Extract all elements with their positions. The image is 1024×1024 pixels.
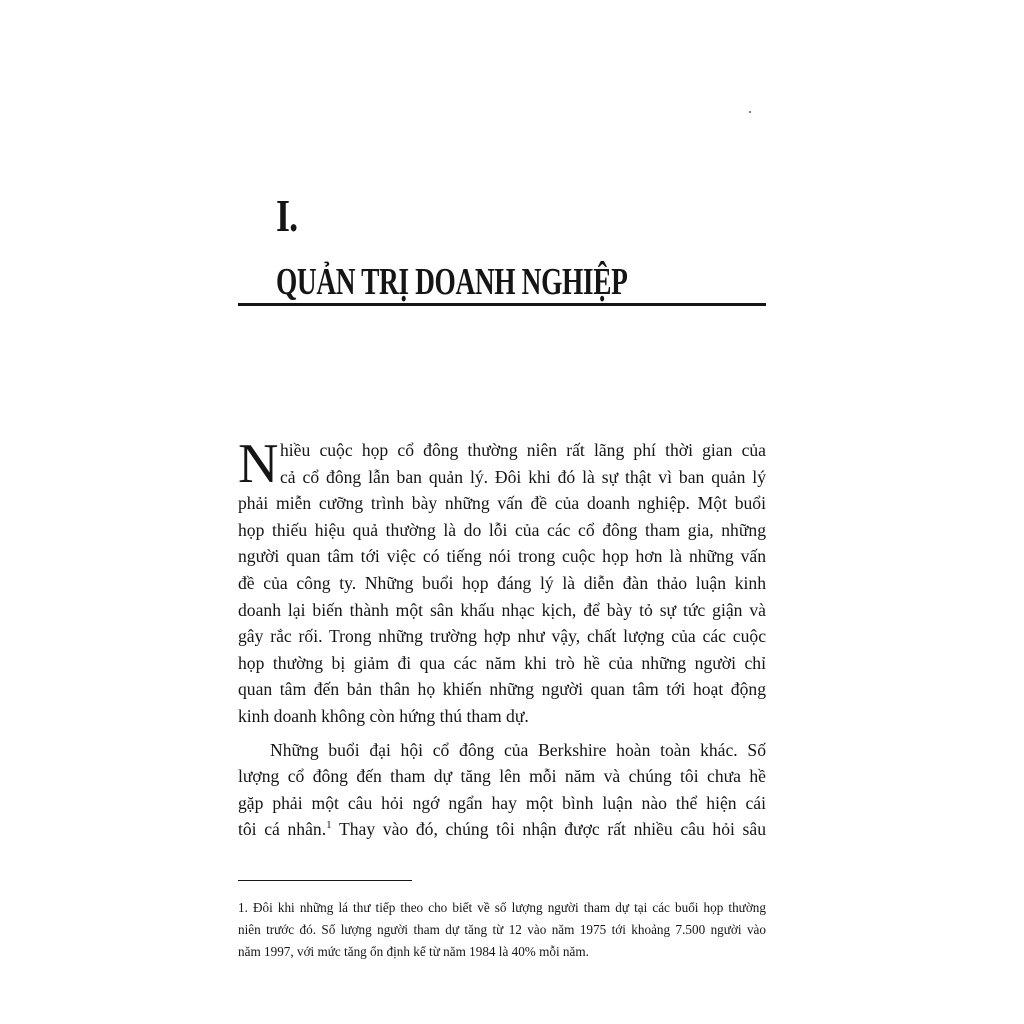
chapter-number: I.	[276, 190, 298, 241]
body-line: họp thường bị giảm đi qua các năm khi trò hề của những người chỉ	[238, 652, 766, 673]
footnote-line: niên trước đó. Số lượng người tham dự tăng từ 12 vào năm 1975 tới khoảng 7.500 người vào	[238, 922, 766, 937]
footnote-line: 1. Đôi khi những lá thư tiếp theo cho biết về số lượng người tham dự tại các buổi họp thường	[238, 900, 766, 915]
paragraph-gap	[238, 730, 766, 737]
body-line: họp thiếu hiệu quả thường là do lỗi của các cổ đông tham gia, những	[238, 519, 766, 540]
body-line: đề của công ty. Những buổi họp đáng lý là diễn đàn thảo luận kinh	[238, 572, 766, 593]
body-line: doanh lại biến thành một sân khấu nhạc kịch, để bày tỏ sự tức giận và	[238, 599, 766, 620]
body-line: quan tâm đến bản thân họ khiến những người quan tâm tới hoạt động	[238, 679, 766, 700]
body-line-end: Thay vào đó, chúng tôi nhận được rất nhiều câu hỏi sâu	[331, 819, 767, 840]
chapter-title: QUẢN TRỊ DOANH NGHIỆP	[276, 261, 628, 303]
title-rule	[238, 303, 766, 306]
body-line: gặp phải một câu hỏi ngớ ngẩn hay một bình luận nào thể hiện cái	[238, 792, 766, 813]
body-line	[238, 816, 766, 843]
footnote-rule	[238, 880, 412, 881]
paragraph-1	[238, 433, 766, 730]
body-line: phải miễn cưỡng trình bày những vấn đề của doanh nghiệp. Một buổi	[238, 493, 766, 514]
body-line-start: tôi cá nhân.	[238, 819, 327, 840]
body-text	[238, 433, 767, 843]
body-line: hiều cuộc họp cổ đông thường niên rất lãng phí thời gian của	[280, 440, 766, 460]
body-line: người quan tâm tới việc có tiếng nói trong cuộc họp hơn là những vấn	[238, 546, 766, 567]
scan-speck	[749, 111, 751, 113]
body-line: Những buổi đại hội cổ đông của Berkshire hoàn toàn khác. Số	[270, 739, 766, 760]
paragraph-2	[238, 737, 766, 843]
body-line: gây rắc rối. Trong những trường hợp như vậy, chất lượng của các cuộc	[238, 626, 766, 647]
body-line: cả cổ đông lẫn ban quản lý. Đôi khi đó là sự thật vì ban quản lý	[280, 466, 766, 487]
body-line: kinh doanh không còn hứng thú tham dự.	[238, 705, 529, 726]
body-line: lượng cổ đông đến tham dự tăng lên mỗi năm và chúng tôi chưa hề	[238, 766, 766, 787]
footnote-reference[interactable]: 1	[326, 819, 332, 832]
footnote	[238, 897, 766, 963]
drop-cap: N	[238, 433, 279, 495]
footnote-line: năm 1997, với mức tăng ổn định kể từ năm 1984 là 40% mỗi năm.	[238, 944, 589, 959]
